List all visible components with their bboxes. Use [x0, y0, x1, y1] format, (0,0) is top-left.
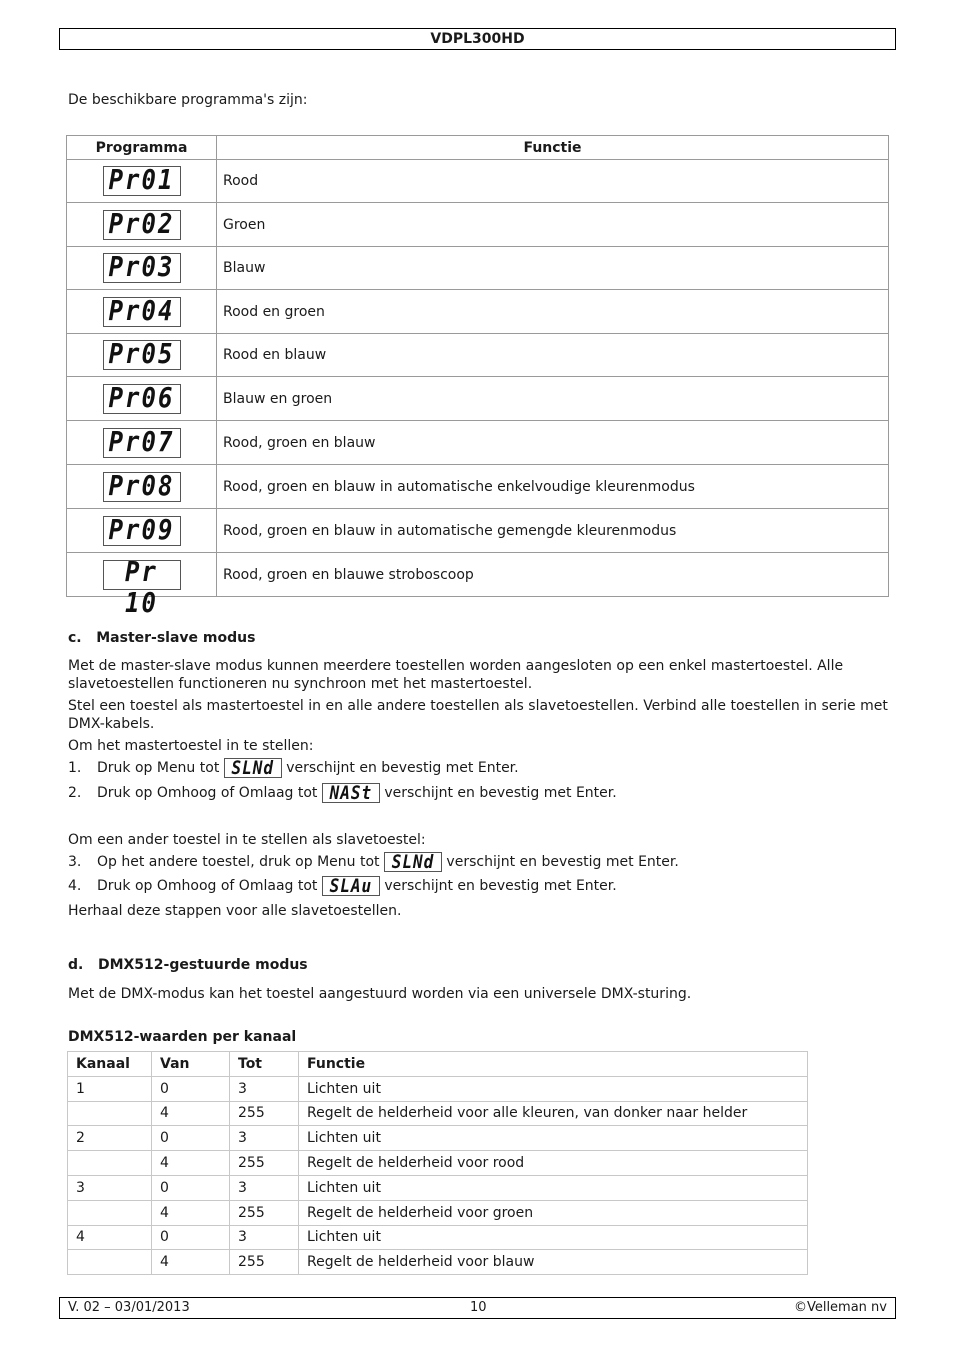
lcd-display: Pr09	[103, 516, 181, 546]
table-row	[67, 509, 889, 553]
section-c-heading: c. Master-slave modus	[68, 630, 256, 646]
col-kanaal: Kanaal	[68, 1052, 152, 1077]
table-cell: 4	[152, 1101, 230, 1126]
program-function: Blauw	[217, 247, 889, 290]
program-function: Rood, groen en blauw in automatische enkelvoudige kleurenmodus	[217, 465, 889, 509]
intro-text: De beschikbare programma's zijn:	[68, 92, 308, 108]
table-cell: 3	[68, 1175, 152, 1200]
slave-intro: Om een ander toestel in te stellen als slavetoestel:	[68, 832, 426, 848]
lcd-display: Pr07	[103, 428, 181, 458]
lcd-display: Pr02	[103, 210, 181, 240]
dmx-table	[67, 1051, 808, 1275]
lcd-display: SLAu	[322, 876, 380, 896]
footer-version: V. 02 – 03/01/2013	[68, 1300, 190, 1315]
page-header	[59, 28, 896, 50]
table-cell: 4	[152, 1250, 230, 1275]
table-cell: 255	[230, 1101, 299, 1126]
table-row	[68, 1076, 808, 1101]
table-row	[67, 203, 889, 247]
table-cell: Lichten uit	[299, 1175, 808, 1200]
col-functie: Functie	[299, 1052, 808, 1077]
table-cell: Regelt de helderheid voor groen	[299, 1200, 808, 1225]
lcd-display: Pr 10	[103, 560, 181, 590]
footer-copyright: ©Velleman nv	[793, 1300, 887, 1315]
col-van: Van	[152, 1052, 230, 1077]
repeat-text: Herhaal deze stappen voor alle slavetoestellen.	[68, 903, 402, 919]
program-function: Blauw en groen	[217, 377, 889, 421]
lcd-display: Pr05	[103, 340, 181, 370]
table-row	[68, 1151, 808, 1176]
table-cell: 4	[152, 1200, 230, 1225]
step-1: 1. Druk op Menu tot SLNd verschijnt en bevestig met Enter.	[68, 756, 519, 779]
step-4: 4. Druk op Omhoog of Omlaag tot SLAu verschijnt en bevestig met Enter.	[68, 874, 617, 897]
table-cell	[68, 1151, 152, 1176]
table-cell	[68, 1250, 152, 1275]
table-cell: Regelt de helderheid voor rood	[299, 1151, 808, 1176]
footer-page-number: 10	[470, 1300, 487, 1315]
table-cell: 3	[230, 1225, 299, 1250]
table-cell: 255	[230, 1200, 299, 1225]
program-display-cell	[67, 334, 217, 377]
program-function: Rood, groen en blauwe stroboscoop	[217, 553, 889, 597]
table-cell: 0	[152, 1076, 230, 1101]
section-c-para2: Stel een toestel als mastertoestel in en alle andere toestellen als slavetoestellen. Verbind alle toestellen in serie met DMX-kabels.	[68, 698, 888, 732]
lcd-display: Pr03	[103, 253, 181, 283]
table-row	[67, 377, 889, 421]
table-cell: 4	[68, 1225, 152, 1250]
col-function: Functie	[217, 136, 889, 160]
table-row	[68, 1175, 808, 1200]
table-row	[68, 1250, 808, 1275]
lcd-display: Pr08	[103, 472, 181, 502]
table-cell: 1	[68, 1076, 152, 1101]
table-row	[67, 247, 889, 290]
table-cell: 0	[152, 1225, 230, 1250]
table-cell: Lichten uit	[299, 1225, 808, 1250]
step-2: 2. Druk op Omhoog of Omlaag tot NASt verschijnt en bevestig met Enter.	[68, 781, 617, 804]
table-cell: 4	[152, 1151, 230, 1176]
table-cell: 0	[152, 1126, 230, 1151]
table-cell: 3	[230, 1126, 299, 1151]
program-display-cell	[67, 421, 217, 465]
program-display-cell	[67, 509, 217, 553]
header-title: VDPL300HD	[430, 31, 525, 47]
table-row	[67, 553, 889, 597]
table-cell	[68, 1101, 152, 1126]
table-row	[68, 1225, 808, 1250]
lcd-display: SLNd	[224, 758, 282, 778]
table-row	[68, 1126, 808, 1151]
section-c-para1: Met de master-slave modus kunnen meerdere toestellen worden aangesloten op een enkel mastertoestel. Alle slavetoestellen functioneren nu synchroon met het mastertoestel.	[68, 658, 844, 692]
table-cell	[68, 1200, 152, 1225]
program-display-cell	[67, 377, 217, 421]
col-program: Programma	[67, 136, 217, 160]
table-cell: 3	[230, 1076, 299, 1101]
lcd-display: Pr01	[103, 166, 181, 196]
col-tot: Tot	[230, 1052, 299, 1077]
table-cell: 2	[68, 1126, 152, 1151]
page-footer	[59, 1297, 896, 1319]
program-display-cell	[67, 247, 217, 290]
table-cell: Lichten uit	[299, 1076, 808, 1101]
program-table	[66, 135, 889, 619]
dmx-table-header	[68, 1052, 808, 1077]
program-display-cell	[67, 290, 217, 334]
lcd-display: Pr04	[103, 297, 181, 327]
program-display-cell	[67, 160, 217, 203]
table-row	[67, 160, 889, 203]
table-cell: 0	[152, 1175, 230, 1200]
program-function: Groen	[217, 203, 889, 247]
program-function: Rood	[217, 160, 889, 203]
program-display-cell	[67, 203, 217, 247]
table-cell: 3	[230, 1175, 299, 1200]
table-cell: 255	[230, 1151, 299, 1176]
section-d-para: Met de DMX-modus kan het toestel aangestuurd worden via een universele DMX-sturing.	[68, 986, 692, 1002]
program-display-cell	[67, 465, 217, 509]
table-row	[68, 1200, 808, 1225]
table-cell: Regelt de helderheid voor blauw	[299, 1250, 808, 1275]
step-3: 3. Op het andere toestel, druk op Menu tot SLNd verschijnt en bevestig met Enter.	[68, 850, 679, 873]
lcd-display: Pr06	[103, 384, 181, 414]
program-function: Rood en groen	[217, 290, 889, 334]
table-cell: 255	[230, 1250, 299, 1275]
table-row	[67, 421, 889, 465]
section-d-heading: d. DMX512-gestuurde modus	[68, 957, 308, 973]
program-display-cell	[67, 553, 217, 619]
table-row	[68, 1101, 808, 1126]
dmx-table-title: DMX512-waarden per kanaal	[68, 1029, 297, 1045]
program-function: Rood, groen en blauw	[217, 421, 889, 465]
table-row	[67, 465, 889, 509]
table-cell: Lichten uit	[299, 1126, 808, 1151]
table-cell: Regelt de helderheid voor alle kleuren, van donker naar helder	[299, 1101, 808, 1126]
program-table-header	[67, 136, 889, 160]
program-function: Rood, groen en blauw in automatische gemengde kleurenmodus	[217, 509, 889, 553]
table-row	[67, 334, 889, 377]
lcd-display: SLNd	[384, 852, 442, 872]
lcd-display: NASt	[322, 783, 380, 803]
master-intro: Om het mastertoestel in te stellen:	[68, 738, 314, 754]
table-row	[67, 290, 889, 334]
program-function: Rood en blauw	[217, 334, 889, 377]
